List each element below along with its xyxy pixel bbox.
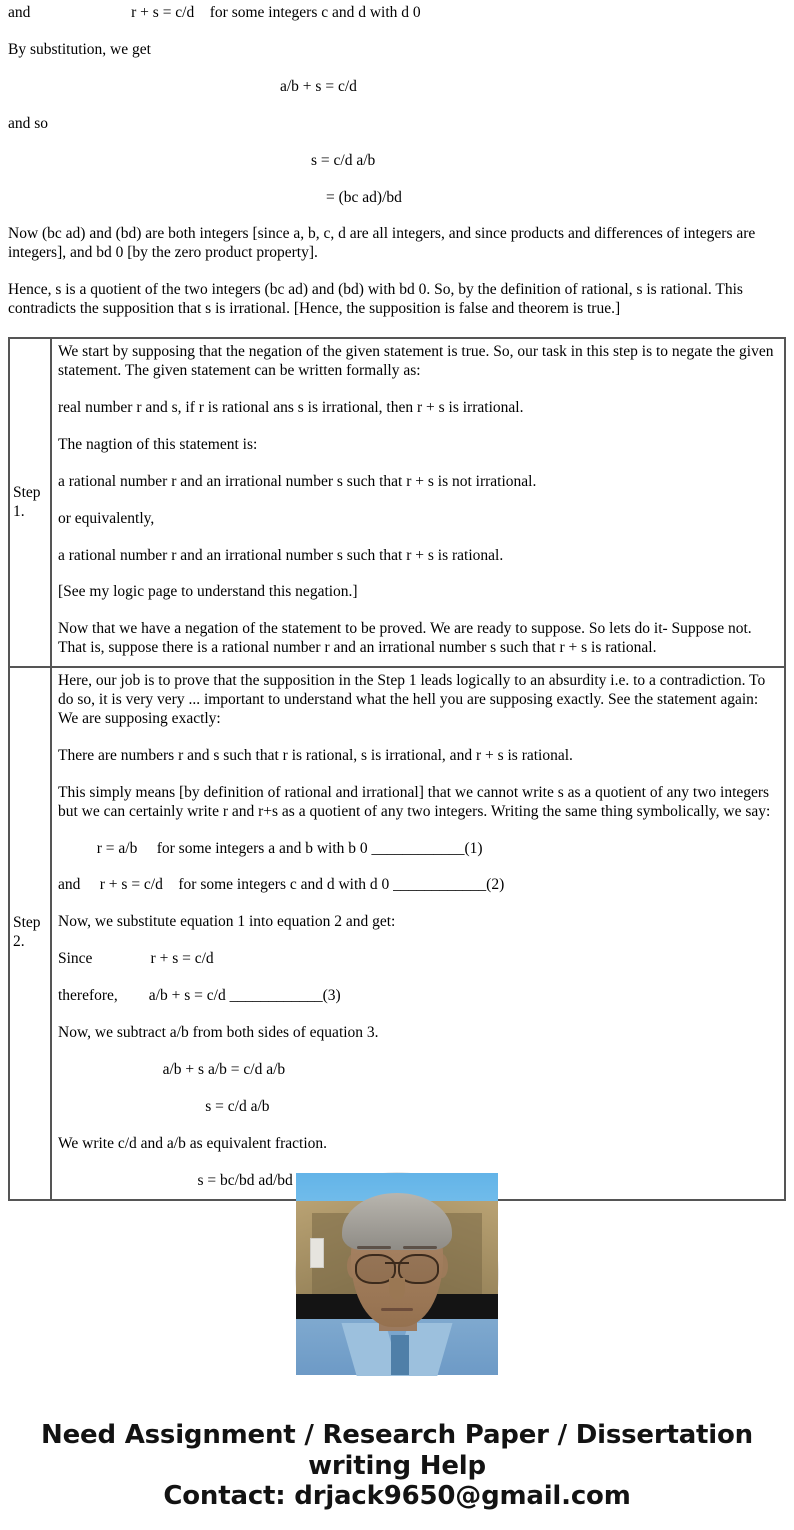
step-1-para-7: Now that we have a negation of the statement to be proved. We are ready to suppose. So lets do it- Suppose not. That is, suppose there is a rational number r and an irrational number s such that r + s is rational. bbox=[58, 620, 752, 657]
footer-line-1: Need Assignment / Research Paper / Dissertation bbox=[41, 1420, 753, 1451]
intro-equation-ab-plus-s: a/b + s = c/d bbox=[280, 77, 357, 95]
step-2-since-line: Since r + s = c/d bbox=[58, 950, 214, 968]
avatar-background-switch bbox=[310, 1238, 324, 1268]
step-1-para-6: [See my logic page to understand this negation.] bbox=[58, 583, 358, 601]
avatar-eyebrow-right bbox=[403, 1246, 437, 1249]
step-2-equation-1: r = a/b for some integers a and b with b 0 ____________(1) bbox=[58, 839, 483, 857]
step-1-para-0: We start by supposing that the negation of the given statement is true. So, our task in this step is to negate the given statement. The given statement can be written formally as: bbox=[58, 343, 774, 379]
intro-section bbox=[8, 0, 786, 319]
steps-table-clip bbox=[8, 337, 786, 1189]
avatar-mouth bbox=[381, 1308, 413, 1311]
step-2-label: Step 2. bbox=[13, 914, 41, 951]
footer-line-2: writing Help bbox=[308, 1450, 486, 1481]
steps-table bbox=[8, 337, 786, 1201]
avatar-tie bbox=[391, 1335, 409, 1375]
step-2-para-8: Now, we subtract a/b from both sides of equation 3. bbox=[58, 1024, 379, 1042]
step-2-equivalent-fraction-line: s = bc/bd ad/bd bbox=[58, 1171, 293, 1189]
step-1-body-cell bbox=[51, 338, 785, 667]
intro-paragraph-hence: Hence, s is a quotient of the two integers (bc ad) and (bd) with bd 0. So, by the definition of rational, s is rational. This contradicts the supposition that s is irrational. [Hence, the supposition is false and theorem is true.] bbox=[8, 281, 743, 318]
step-1-para-1: real number r and s, if r is rational ans s is irrational, then r + s is irrational. bbox=[58, 398, 524, 416]
intro-equation-bc-ad-bd: = (bc ad)/bd bbox=[326, 188, 402, 206]
intro-paragraph-and-so: and so bbox=[8, 114, 49, 132]
step-1-label: Step 1. bbox=[13, 483, 41, 520]
table-row bbox=[9, 338, 785, 667]
step-2-para-0: Here, our job is to prove that the supposition in the Step 1 leads logically to an absurdity i.e. to a contradiction. To do so, it is very very ... important to understand what the hell you are supposing exactly. See the statement again: We are supposing exactly: bbox=[58, 672, 766, 727]
avatar-glasses-bridge bbox=[385, 1262, 409, 1264]
step-1-para-2: The nagtion of this statement is: bbox=[58, 435, 258, 453]
step-2-para-11: We write c/d and a/b as equivalent fraction. bbox=[58, 1134, 328, 1152]
intro-equation-line-and: and r + s = c/d for some integers c and d with d 0 bbox=[8, 4, 421, 21]
table-row bbox=[9, 667, 785, 1200]
step-2-para-2: This simply means [by definition of rational and irrational] that we cannot write s as a quotient of any two integers but we can certainly write r and r+s as a quotient of any two integers. Writing the same thing symbolically, we say: bbox=[58, 783, 771, 820]
footer bbox=[8, 1380, 786, 1530]
step-2-subtract-line: a/b + s a/b = c/d a/b bbox=[58, 1061, 286, 1078]
intro-paragraph-by-substitution: By substitution, we get bbox=[8, 40, 151, 58]
step-1-para-3: a rational number r and an irrational number s such that r + s is not irrational. bbox=[58, 472, 537, 490]
avatar bbox=[296, 1173, 498, 1375]
step-1-para-4: or equivalently, bbox=[58, 509, 155, 527]
step-2-para-5: Now, we substitute equation 1 into equation 2 and get: bbox=[58, 913, 396, 931]
step-2-label-cell bbox=[9, 667, 51, 1200]
step-2-para-1: There are numbers r and s such that r is rational, s is irrational, and r + s is rational. bbox=[58, 746, 573, 764]
step-1-para-5: a rational number r and an irrational number s such that r + s is rational. bbox=[58, 546, 504, 564]
step-2-body-cell bbox=[51, 667, 785, 1200]
step-2-result-line: s = c/d a/b bbox=[58, 1097, 270, 1115]
avatar-eyebrow-left bbox=[357, 1246, 391, 1249]
footer-contact-email: Contact: drjack9650@gmail.com bbox=[163, 1481, 631, 1512]
step-1-label-cell bbox=[9, 338, 51, 667]
step-2-equation-2: and r + s = c/d for some integers c and d with d 0 ____________(2) bbox=[58, 876, 505, 894]
glasses-icon bbox=[355, 1254, 440, 1280]
intro-equation-s-equals: s = c/d a/b bbox=[311, 151, 376, 169]
intro-paragraph-integers: Now (bc ad) and (bd) are both integers [since a, b, c, d are all integers, and since products and differences of integers are integers], and bd 0 [by the zero product property]. bbox=[8, 225, 756, 262]
step-2-equation-3: therefore, a/b + s = c/d ____________(3) bbox=[58, 987, 341, 1005]
